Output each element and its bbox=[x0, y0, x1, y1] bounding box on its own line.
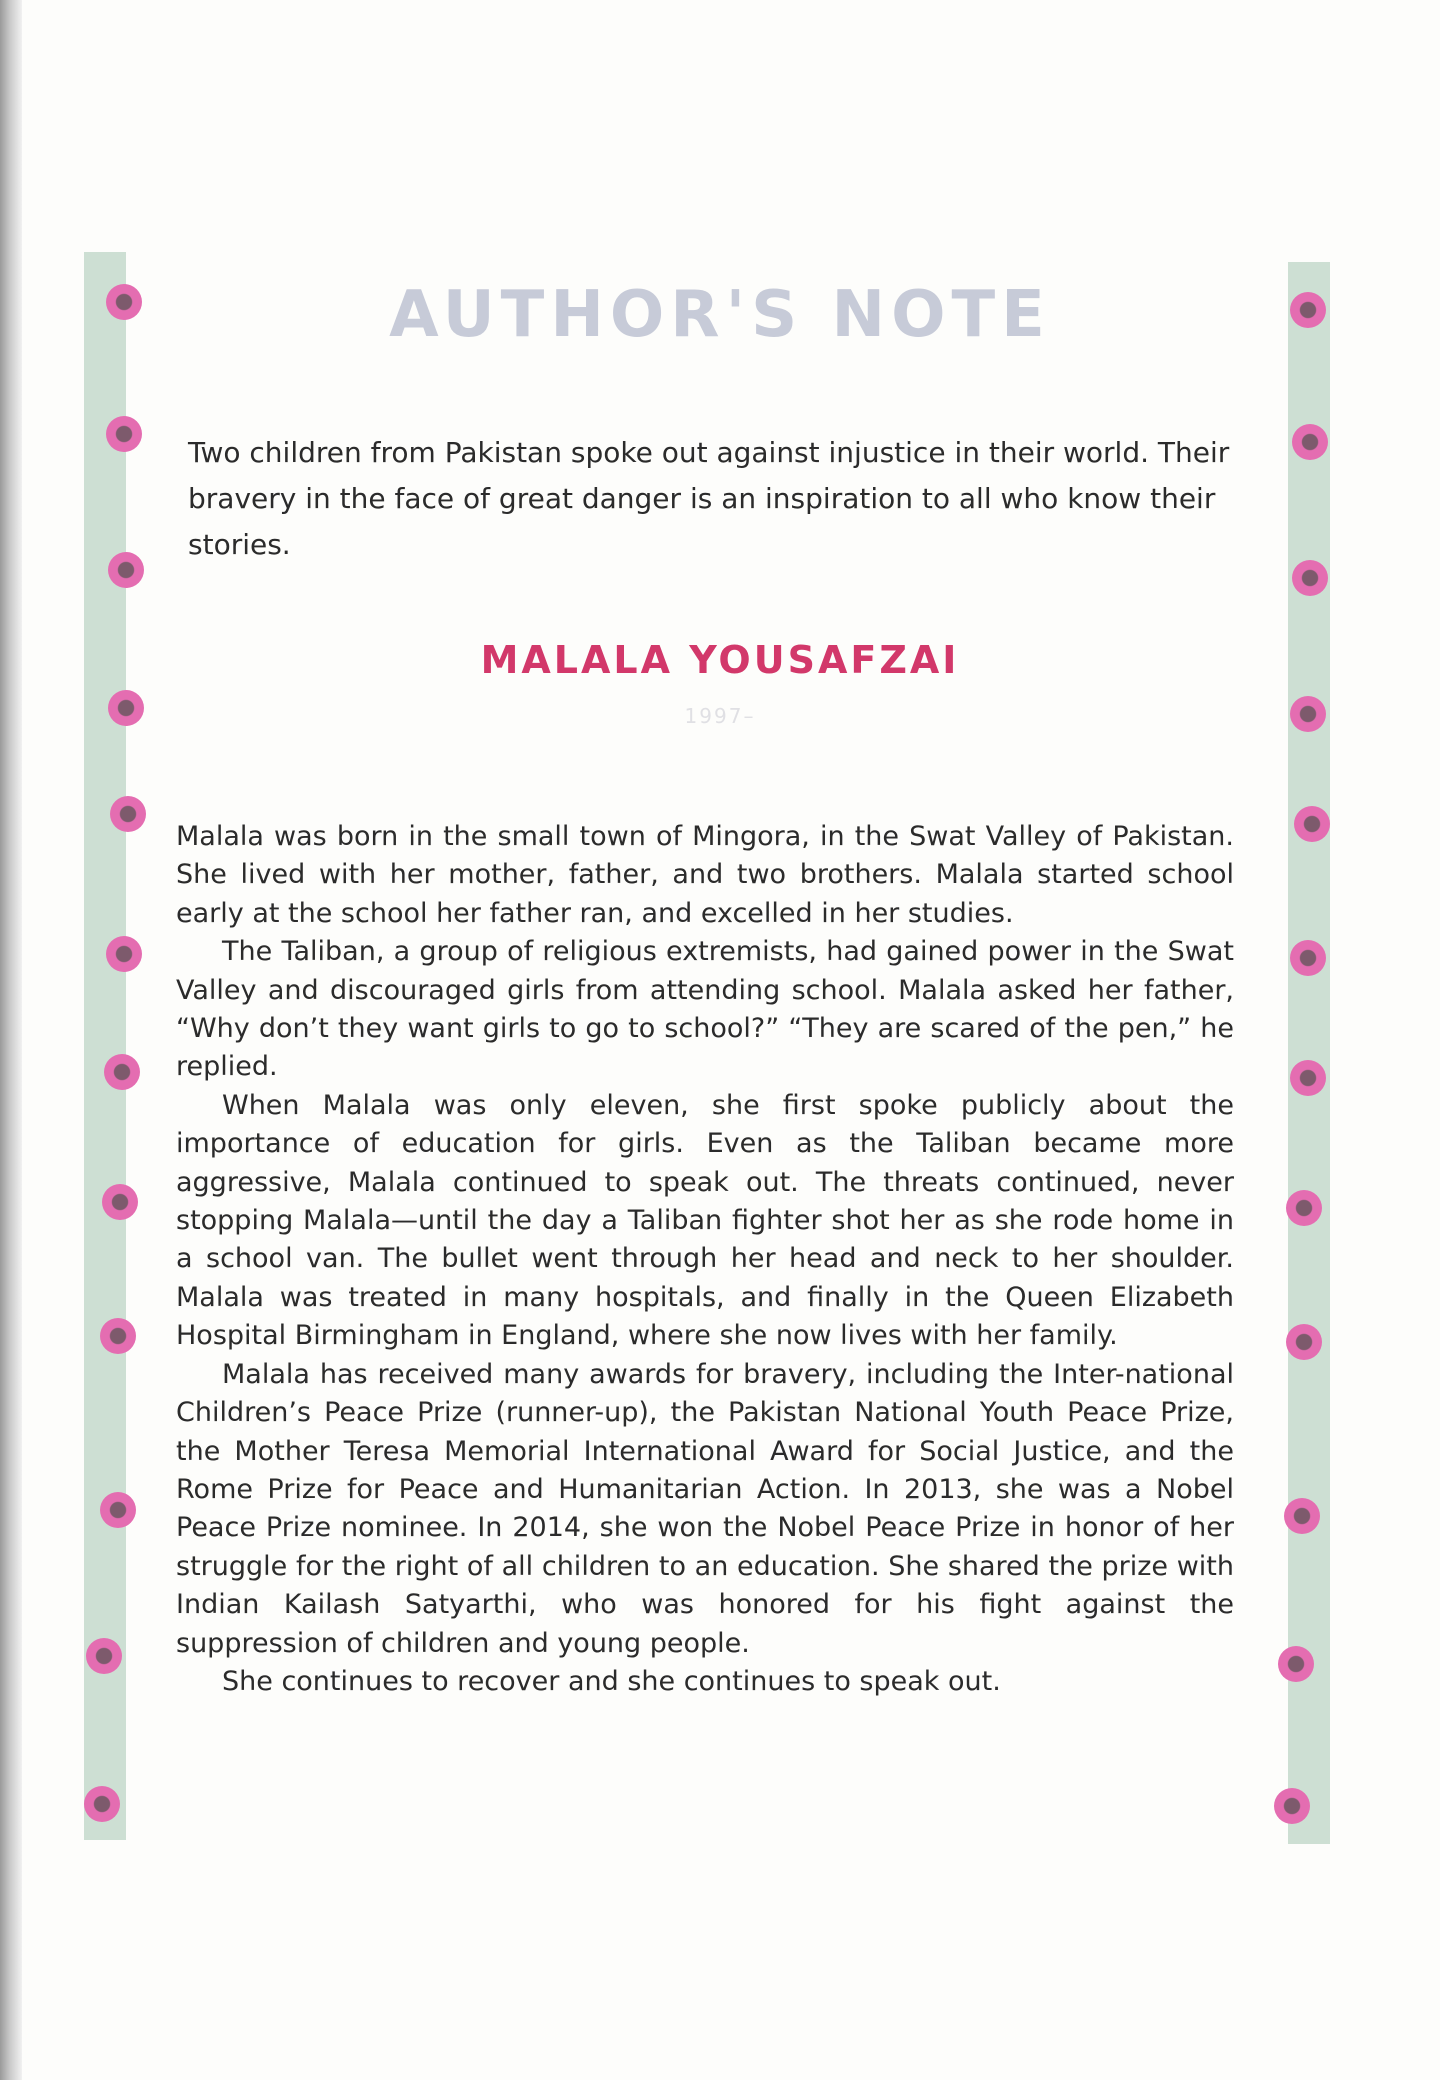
biography-paragraph: Malala was born in the small town of Mingora, in the Swat Valley of Pakistan. She lived with her mother, father, and two brothers. Malala started school early at the school her father ran, and excelled in her studies. bbox=[176, 821, 1234, 929]
subject-years: 1997– bbox=[684, 704, 756, 728]
page-title: AUTHOR'S NOTE bbox=[389, 278, 1051, 352]
right-decorative-border bbox=[1288, 262, 1330, 1844]
biography-paragraph: The Taliban, a group of religious extremists, had gained power in the Swat Valley and discouraged girls from attending school. Malala asked her father, “Why don’t they want girls to go to school?” “They are scared of the pen,” he replied. bbox=[176, 936, 1234, 1083]
pink-dot-icon bbox=[100, 1318, 136, 1354]
left-decorative-border bbox=[84, 252, 126, 1840]
pink-dot-icon bbox=[104, 1054, 140, 1090]
pink-dot-icon bbox=[110, 796, 146, 832]
pink-dot-icon bbox=[1286, 1324, 1322, 1360]
pink-dot-icon bbox=[1284, 1498, 1320, 1534]
pink-dot-icon bbox=[108, 690, 144, 726]
biography-paragraph: She continues to recover and she continues to speak out. bbox=[222, 1665, 1001, 1697]
biography-paragraph: Malala has received many awards for bravery, including the Inter-national Children’s Peace Prize (runner-up), the Pakistan National Youth Peace Prize, the Mother Teresa Memorial International Award for Social Justice, and the Rome Prize for Peace and Humanitarian Action. In 2013, she was a Nobel Peace Prize nominee. In 2014, she won the Nobel Peace Prize in honor of her struggle for the right of all children to an education. She shared the prize with Indian Kailash Satyarthi, who was honored for his fight against the suppression of children and young people. bbox=[176, 1358, 1234, 1659]
pink-dot-icon bbox=[84, 1786, 120, 1822]
pink-dot-icon bbox=[100, 1492, 136, 1528]
pink-dot-icon bbox=[1294, 806, 1330, 842]
pink-dot-icon bbox=[108, 552, 144, 588]
pink-dot-icon bbox=[102, 1184, 138, 1220]
pink-dot-icon bbox=[1290, 696, 1326, 732]
subject-name: MALALA YOUSAFZAI bbox=[480, 638, 960, 682]
pink-dot-icon bbox=[1286, 1190, 1322, 1226]
pink-dot-icon bbox=[1292, 424, 1328, 460]
pink-dot-icon bbox=[1292, 560, 1328, 596]
pink-dot-icon bbox=[1290, 1060, 1326, 1096]
biography-paragraph: When Malala was only eleven, she first spoke publicly about the importance of education for girls. Even as the Taliban became more aggressive, Malala continued to speak out. The threats continued, never stopping Malala—until the day a Taliban fighter shot her as she rode home in a school van. The bullet went through her head and neck to her shoulder. Malala was treated in many hospitals, and finally in the Queen Elizabeth Hospital Birmingham in England, where she now lives with her family. bbox=[176, 1089, 1234, 1352]
pink-dot-icon bbox=[1290, 292, 1326, 328]
pink-dot-icon bbox=[86, 1638, 122, 1674]
intro-paragraph: Two children from Pakistan spoke out against injustice in their world. Their bravery in the face of great danger is an inspiration to all who know their stories. bbox=[188, 436, 1230, 561]
pink-dot-icon bbox=[1278, 1646, 1314, 1682]
pink-dot-icon bbox=[106, 416, 142, 452]
biography-text bbox=[176, 818, 1234, 1701]
page-binding-shadow bbox=[0, 0, 22, 2080]
pink-dot-icon bbox=[1290, 940, 1326, 976]
pink-dot-icon bbox=[1274, 1788, 1310, 1824]
pink-dot-icon bbox=[106, 936, 142, 972]
pink-dot-icon bbox=[106, 284, 142, 320]
